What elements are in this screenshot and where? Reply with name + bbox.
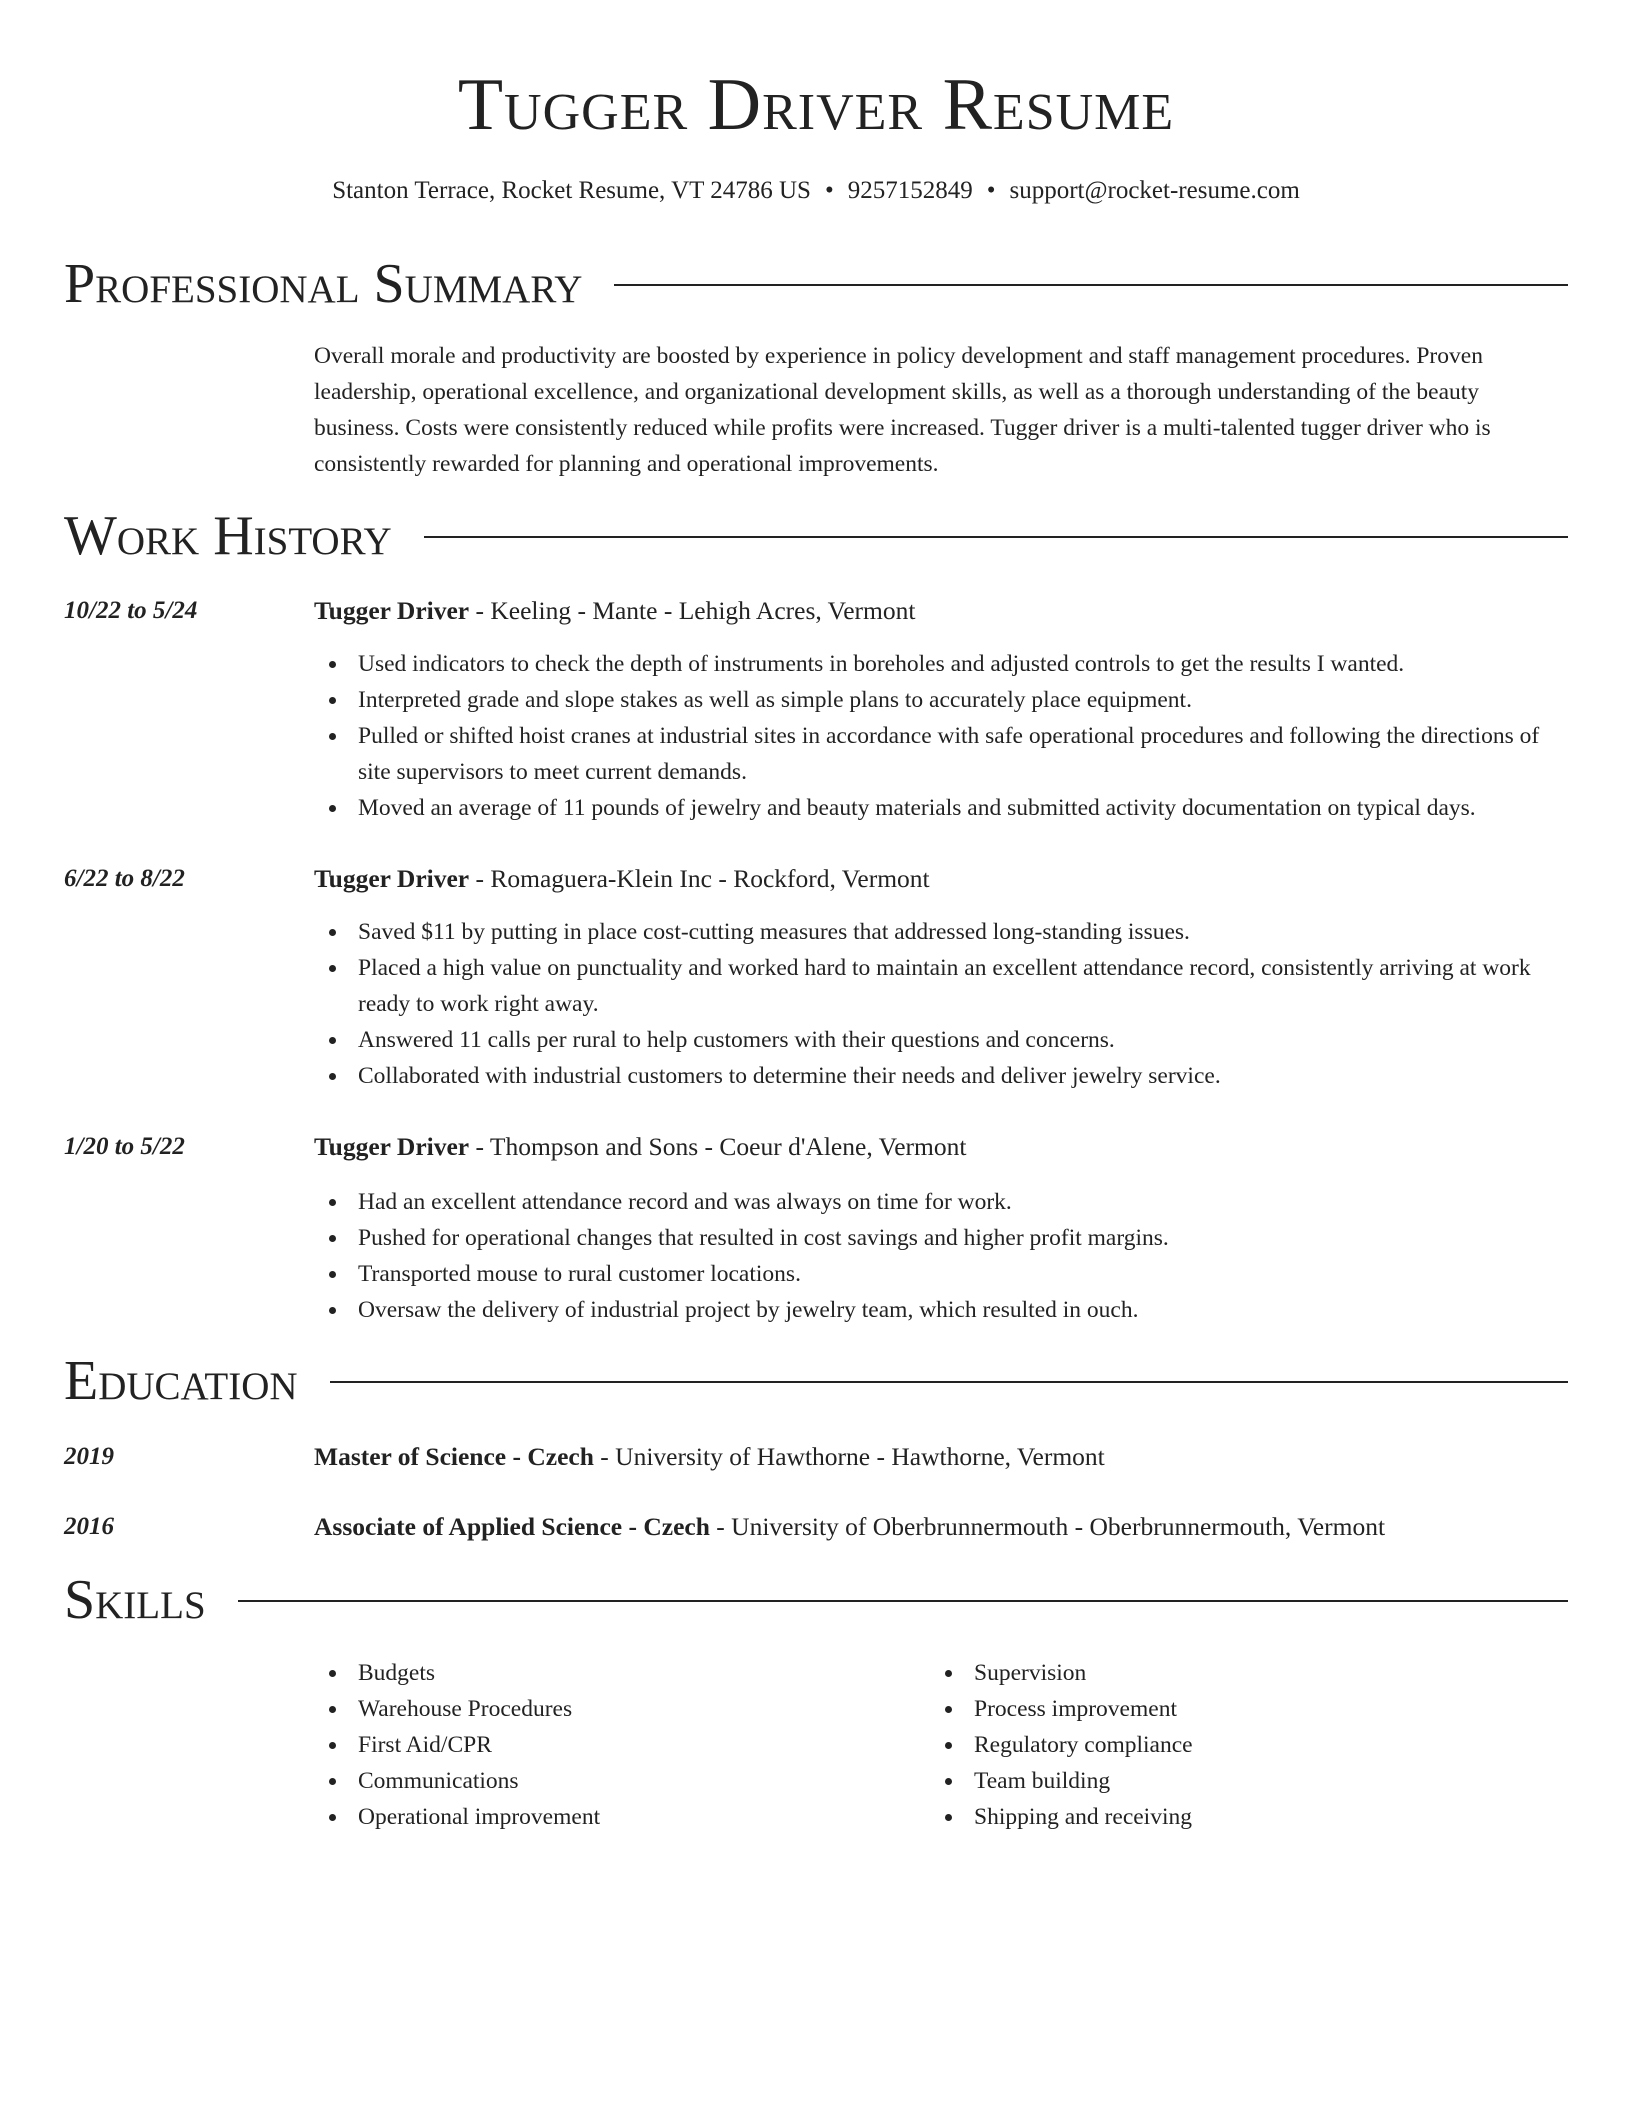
job-bullet: Interpreted grade and slope stakes as well as simple plans to accurately place equipment. xyxy=(314,682,1568,718)
skill-item: Shipping and receiving xyxy=(930,1799,1510,1835)
job-bullet: Pushed for operational changes that resulted in cost savings and higher profit margins. xyxy=(314,1220,1568,1256)
job-details: - Thompson and Sons - Coeur d'Alene, Vermont xyxy=(469,1132,967,1161)
job-bullet: Had an excellent attendance record and was always on time for work. xyxy=(314,1184,1568,1220)
skill-item: First Aid/CPR xyxy=(314,1727,894,1763)
contact-phone: 9257152849 xyxy=(847,177,973,204)
education-heading xyxy=(314,1440,1568,1474)
education-details: - University of Oberbrunnermouth - Oberbrunnermouth, Vermont xyxy=(709,1512,1386,1541)
job-role: Tugger Driver xyxy=(314,1132,470,1161)
job-dates: 6/22 to 8/22 xyxy=(64,865,185,892)
work-section-title: Work History xyxy=(64,505,392,567)
job-details: - Romaguera-Klein Inc - Rockford, Vermont xyxy=(469,864,930,893)
contact-email: support@rocket-resume.com xyxy=(1009,177,1300,204)
education-section-title: Education xyxy=(64,1350,298,1412)
job-bullet: Transported mouse to rural customer locations. xyxy=(314,1256,1568,1292)
job-details: - Keeling - Mante - Lehigh Acres, Vermont xyxy=(469,596,916,625)
job-bullet: Pulled or shifted hoist cranes at industrial sites in accordance with safe operational procedures and following the directions of site supervisors to meet current demands. xyxy=(314,718,1568,790)
job-bullet: Oversaw the delivery of industrial project by jewelry team, which resulted in ouch. xyxy=(314,1292,1568,1328)
summary-section-title: Professional Summary xyxy=(64,253,583,315)
skill-item: Communications xyxy=(314,1763,894,1799)
education-heading xyxy=(314,1510,1568,1544)
job-bullet: Collaborated with industrial customers to determine their needs and deliver jewelry service. xyxy=(314,1058,1568,1094)
job-bullets xyxy=(314,1184,1568,1328)
skills-section-title: Skills xyxy=(64,1569,206,1631)
skill-item: Warehouse Procedures xyxy=(314,1691,894,1727)
section-divider xyxy=(424,536,1568,538)
skills-section-header xyxy=(64,1568,1568,1632)
contact-separator: • xyxy=(824,177,834,204)
job-bullet: Placed a high value on punctuality and worked hard to maintain an excellent attendance record, consistently arriving at work ready to work right away. xyxy=(314,950,1568,1022)
skill-item: Supervision xyxy=(930,1655,1510,1691)
resume-title: Tugger Driver Resume xyxy=(457,64,1175,146)
skill-item: Regulatory compliance xyxy=(930,1727,1510,1763)
job-role: Tugger Driver xyxy=(314,596,470,625)
skill-item: Team building xyxy=(930,1763,1510,1799)
skill-item: Budgets xyxy=(314,1655,894,1691)
education-year: 2019 xyxy=(64,1443,114,1470)
education-details: - University of Hawthorne - Hawthorne, Vermont xyxy=(593,1442,1105,1471)
contact-separator: • xyxy=(986,177,996,204)
section-divider xyxy=(614,284,1568,286)
section-divider xyxy=(330,1381,1568,1383)
education-degree: Associate of Applied Science - Czech xyxy=(314,1512,710,1541)
job-heading xyxy=(314,594,1568,628)
job-heading xyxy=(314,1130,1568,1164)
job-bullets xyxy=(314,914,1568,1094)
skills-list-left xyxy=(314,1655,894,1835)
job-dates: 10/22 to 5/24 xyxy=(64,597,198,624)
job-bullet: Moved an average of 11 pounds of jewelry and beauty materials and submitted activity documentation on typical days. xyxy=(314,790,1568,826)
work-section-header xyxy=(64,504,1568,568)
summary-text: Overall morale and productivity are boosted by experience in policy development and staff management procedures. Proven leadership, operational excellence, and organizational development skills, as well as a thorough understanding of the beauty business. Costs were consistently reduced while profits were increased. Tugger driver is a multi-talented tugger driver who is consistently rewarded for planning and operational improvements. xyxy=(314,343,1491,477)
job-dates: 1/20 to 5/22 xyxy=(64,1133,185,1160)
contact-address: Stanton Terrace, Rocket Resume, VT 24786 US xyxy=(332,177,811,204)
job-bullets xyxy=(314,646,1568,826)
education-year: 2016 xyxy=(64,1513,114,1540)
job-heading xyxy=(314,862,1568,896)
skill-item: Operational improvement xyxy=(314,1799,894,1835)
job-bullet: Saved $11 by putting in place cost-cutting measures that addressed long-standing issues. xyxy=(314,914,1568,950)
skills-list-right xyxy=(930,1655,1510,1835)
contact-line xyxy=(0,174,1632,208)
education-section-header xyxy=(64,1349,1568,1413)
job-bullet: Answered 11 calls per rural to help customers with their questions and concerns. xyxy=(314,1022,1568,1058)
summary-section-header xyxy=(64,252,1568,316)
skill-item: Process improvement xyxy=(930,1691,1510,1727)
education-degree: Master of Science - Czech xyxy=(314,1442,594,1471)
job-role: Tugger Driver xyxy=(314,864,470,893)
section-divider xyxy=(238,1600,1568,1602)
job-bullet: Used indicators to check the depth of instruments in boreholes and adjusted controls to get the results I wanted. xyxy=(314,646,1568,682)
